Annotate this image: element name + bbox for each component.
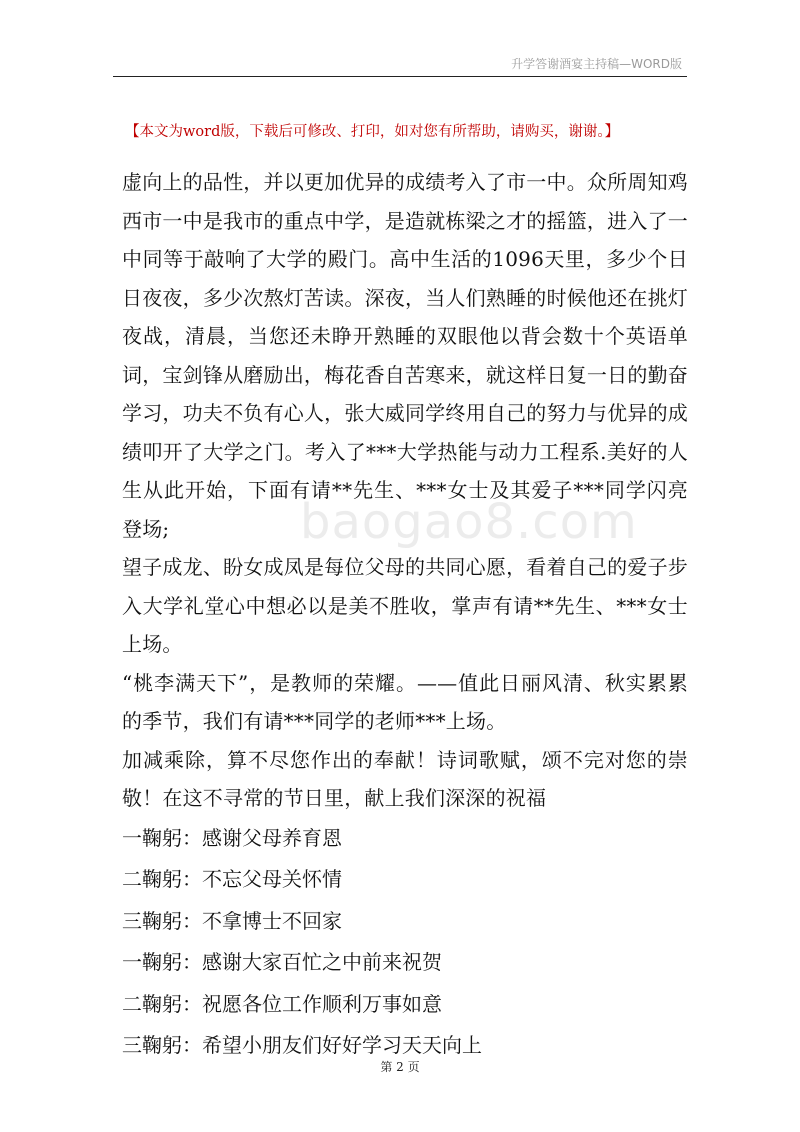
page-number: 第 2 页 bbox=[380, 1060, 420, 1074]
watermark-logo: baogao8.com bbox=[300, 494, 638, 550]
document-header-title: 升学答谢酒宴主持稿—WORD版 bbox=[511, 57, 682, 71]
paragraph-parents: 望子成龙、盼女成凤是每位父母的共同心愿，看着自己的爱子步入大学礼堂心中想必以是美不胜收，掌声有请**先生、***女士上场。 bbox=[122, 555, 688, 656]
header-divider bbox=[113, 76, 687, 77]
document-body bbox=[122, 163, 688, 1067]
bow-item-1: 一鞠躬：感谢父母养育恩 bbox=[122, 825, 342, 850]
bow-item-5: 二鞠躬：祝愿各位工作顺利万事如意 bbox=[122, 991, 442, 1016]
bow-item-2: 二鞠躬：不忘父母关怀情 bbox=[122, 867, 342, 891]
bow-item-3: 三鞠躬：不拿博士不回家 bbox=[122, 908, 342, 933]
purchase-notice: 【本文为word版，下载后可修改、打印，如对您有所帮助，请购买，谢谢。】 bbox=[125, 124, 620, 140]
paragraph-student-story: 虚向上的品性，并以更加优异的成绩考入了市一中。众所周知鸡西市一中是我市的重点中学，是造就栋梁之才的摇篮，进入了一中同等于敲响了大学的殿门。高中生活的1096天里，多少个日日夜夜，多少次熬灯苦读。深夜，当人们熟睡的时候他还在挑灯夜战，清晨，当您还未睁开熟睡的双眼他以背会数十个英语单词，宝剑锋从磨励出，梅花香自苦寒来，就这样日复一日的勤奋学习，功夫不负有心人，张大威同学终用自己的努力与优异的成绩叩开了大学之门。考入了***大学热能与动力工程系.美好的人生从此开始，下面有请**先生、***女士及其爱子***同学闪亮登场; bbox=[122, 170, 688, 541]
bow-item-4: 一鞠躬：感谢大家百忙之中前来祝贺 bbox=[122, 950, 442, 974]
paragraph-teachers: “桃李满天下”，是教师的荣耀。——值此日丽风清、秋实累累的季节，我们有请***同学的老师***上场。 bbox=[122, 670, 688, 733]
bow-item-6: 三鞠躬：希望小朋友们好好学习天天向上 bbox=[122, 1033, 482, 1057]
paragraph-blessing: 加减乘除，算不尽您作出的奉献！诗词歌赋，颂不完对您的崇敬！在这不寻常的节日里，献上我们深深的祝福 bbox=[122, 747, 688, 810]
